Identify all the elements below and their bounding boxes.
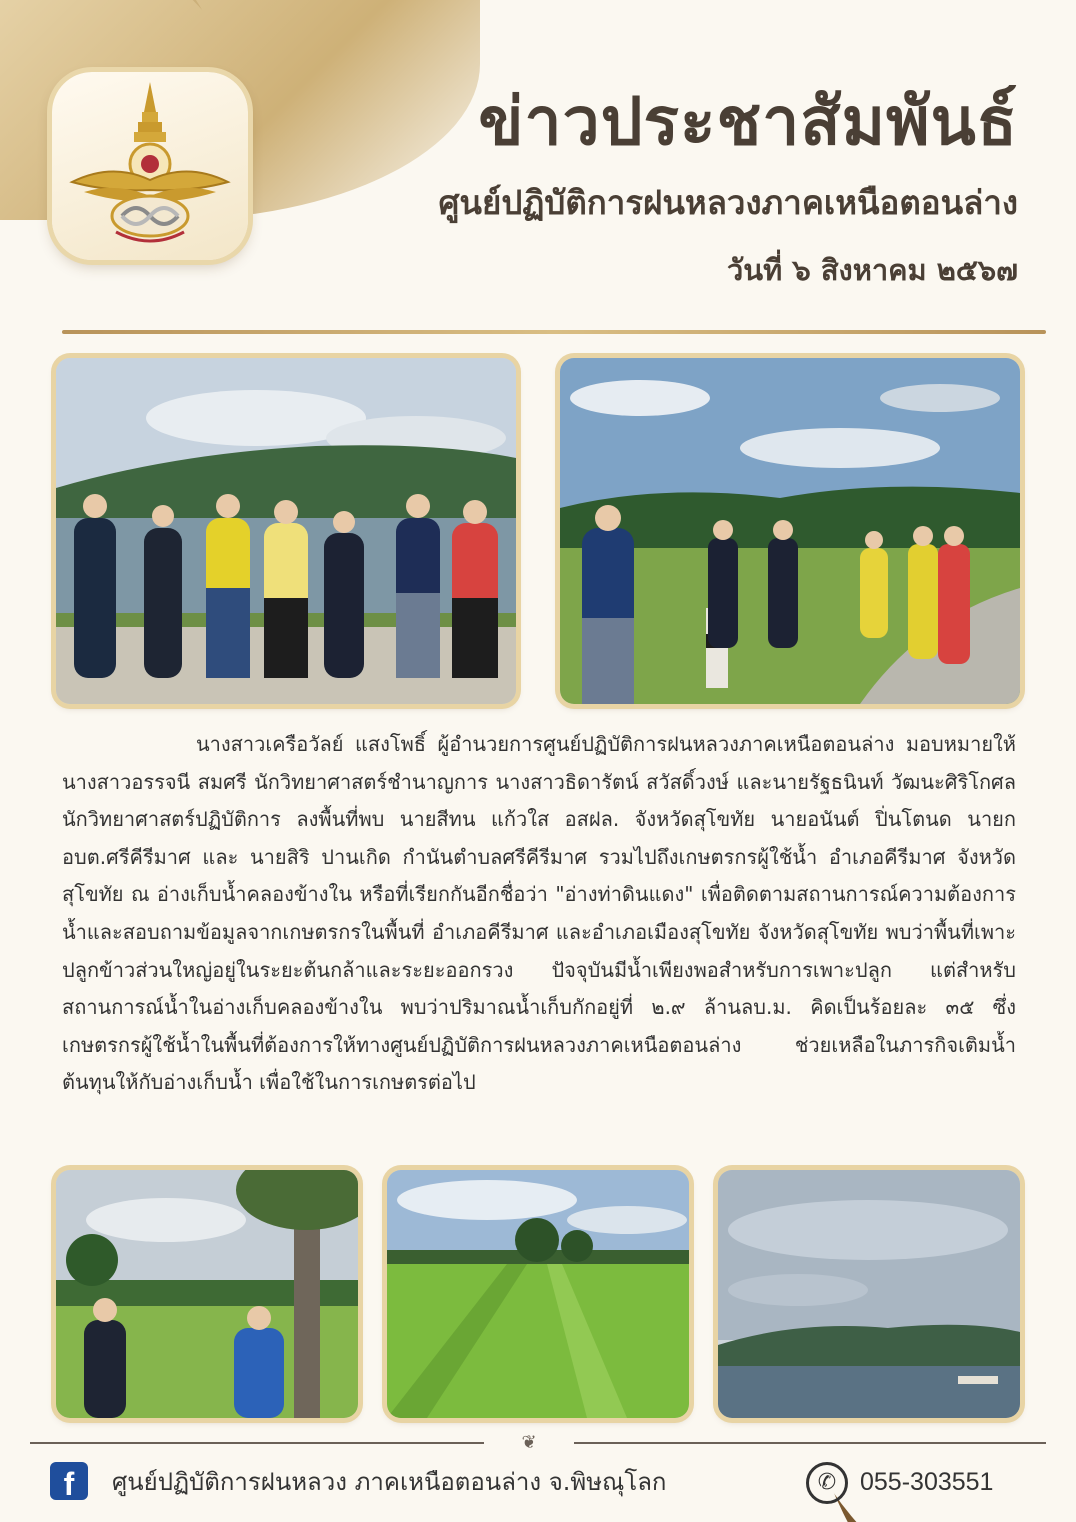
phone-number[interactable]: 055-303551 xyxy=(860,1468,994,1496)
header-divider xyxy=(62,330,1046,334)
royal-rainmaking-emblem-icon xyxy=(52,72,248,260)
facebook-page-name[interactable]: ศูนย์ปฏิบัติการฝนหลวง ภาคเหนือตอนล่าง จ.พิษณุโลก xyxy=(112,1468,667,1496)
page-title: ข่าวประชาสัมพันธ์ xyxy=(478,83,1018,160)
news-body xyxy=(62,726,1016,1102)
release-date: วันที่ ๖ สิงหาคม ๒๕๖๗ xyxy=(727,253,1018,287)
photo-reservoir-view xyxy=(718,1170,1020,1418)
photo-group-reservoir xyxy=(56,358,516,704)
agency-logo xyxy=(52,72,248,260)
phone-icon: ✆ xyxy=(806,1462,848,1504)
photo-farmers-field xyxy=(56,1170,358,1418)
facebook-icon[interactable]: f xyxy=(50,1462,88,1500)
photo-rice-paddy xyxy=(387,1170,689,1418)
footer-ornament: ❦ xyxy=(484,1432,574,1454)
news-paragraph: นางสาวเครือวัลย์ แสงโพธิ์ ผู้อำนวยการศูนย์ปฏิบัติการฝนหลวงภาคเหนือตอนล่าง มอบหมายให้ นางสาวอรรจนี สมศรี นักวิทยาศาสตร์ชำนาญการ นางสาวธิดารัตน์ สวัสดิ์วงษ์ และนายรัฐธนินท์ วัฒนะศิริโกศล นักวิทยาศาสตร์ปฏิบัติการ ลงพื้นที่พบ นายสีทน แก้วใส อสฝล. จังหวัดสุโขทัย นายอนันต์ ปิ่นโตนด นายก อบต.ศรีคีรีมาศ และ นายสิริ ปานเกิด กำนันตำบลศรีคีรีมาศ รวมไปถึงเกษตรกรผู้ใช้น้ำ อำเภอคีรีมาศ จังหวัดสุโขทัย ณ อ่างเก็บน้ำคลองข้างใน หรือที่เรียกกันอีกชื่อว่า "อ่างท่าดินแดง" เพื่อติดตามสถานการณ์ความต้องการน้ำและสอบถามข้อมูลจากเกษตรกรในพื้นที่ อำเภอคีรีมาศ และอำเภอเมืองสุโขทัย จังหวัดสุโขทัย พบว่าพื้นที่เพาะปลูกข้าวส่วนใหญ่อยู่ในระยะต้นกล้าและระยะออกรวง ปัจจุบันมีน้ำเพียงพอสำหรับการเพาะปลูก แต่สำหรับสถานการณ์น้ำในอ่างเก็บคลองข้างใน พบว่าปริมาณน้ำเก็บกักอยู่ที่ ๒.๙ ล้านลบ.ม. คิดเป็นร้อยละ ๓๕ ซึ่งเกษตรกรผู้ใช้น้ำในพื้นที่ต้องการให้ทางศูนย์ปฏิบัติการฝนหลวงภาคเหนือตอนล่าง ช่วยเหลือในภารกิจเติมน้ำต้นทุนให้กับอ่างเก็บน้ำ เพื่อใช้ในการเกษตรต่อไป xyxy=(62,732,1016,1095)
organization-subtitle: ศูนย์ปฏิบัติการฝนหลวงภาคเหนือตอนล่าง xyxy=(438,183,1018,222)
photo-field-inspection xyxy=(560,358,1020,704)
